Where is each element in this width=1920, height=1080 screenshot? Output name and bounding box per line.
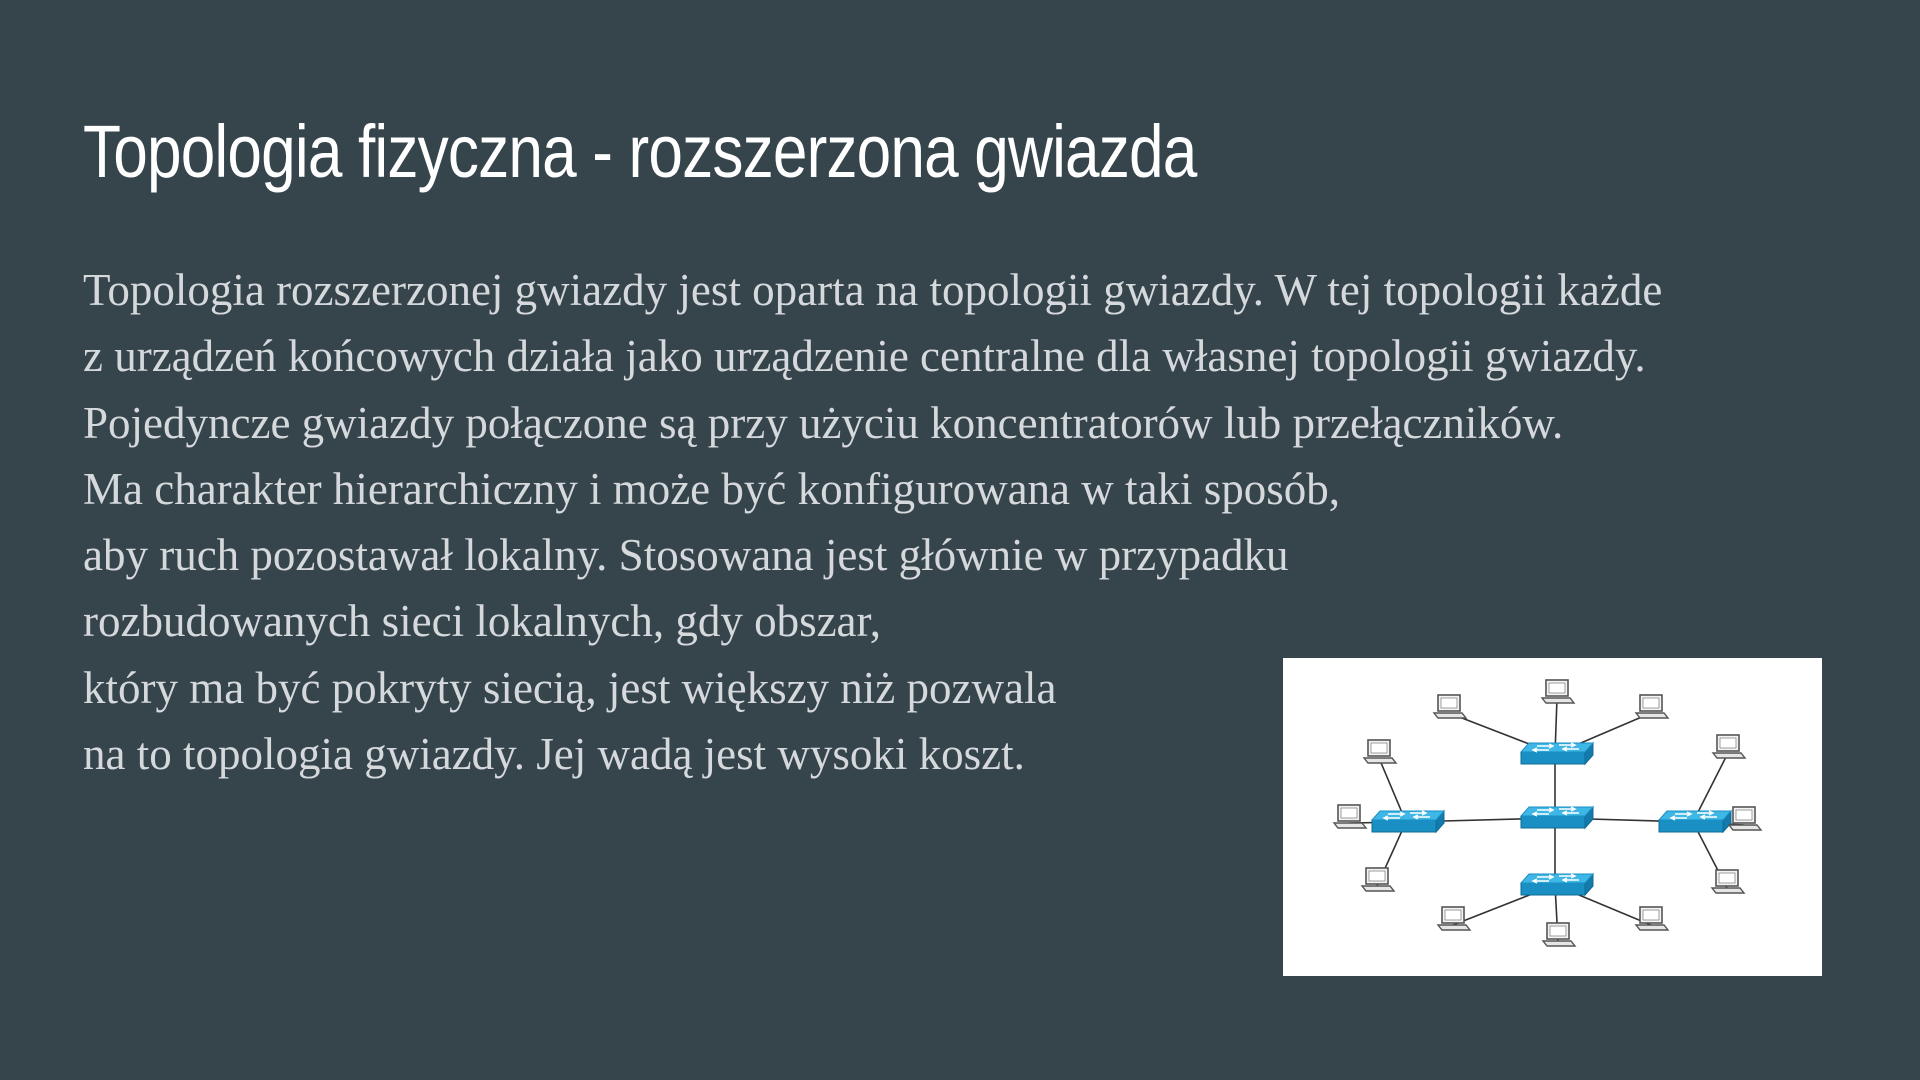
desktop-computer-icon	[1712, 870, 1744, 893]
body-line: Ma charakter hierarchiczny i może być konfigurowana w taki sposób,	[83, 463, 1341, 514]
network-switch-icon	[1521, 874, 1593, 895]
desktop-computer-icon	[1543, 923, 1575, 946]
desktop-computer-icon	[1438, 907, 1470, 930]
desktop-computer-icon	[1542, 680, 1574, 703]
desktop-computer-icon	[1434, 695, 1466, 718]
network-nodes	[1334, 680, 1761, 946]
network-switch-icon	[1372, 811, 1444, 832]
desktop-computer-icon	[1364, 740, 1396, 763]
desktop-computer-icon	[1334, 805, 1366, 828]
slide-title: Topologia fizyczna - rozszerzona gwiazda	[83, 110, 1197, 193]
desktop-computer-icon	[1713, 735, 1745, 758]
desktop-computer-icon	[1729, 807, 1761, 830]
body-line: na to topologia gwiazdy. Jej wadą jest wysoki koszt.	[83, 729, 1025, 780]
topology-diagram-svg	[1283, 658, 1822, 976]
body-line: Pojedyncze gwiazdy połączone są przy użyciu koncentratorów lub przełączników.	[83, 397, 1564, 448]
body-line: rozbudowanych sieci lokalnych, gdy obszar,	[83, 596, 881, 647]
desktop-computer-icon	[1636, 695, 1668, 718]
network-switch-icon	[1521, 743, 1593, 764]
body-line: Topologia rozszerzonej gwiazdy jest oparta na topologii gwiazdy. W tej topologii każde	[83, 265, 1663, 315]
desktop-computer-icon	[1362, 868, 1394, 891]
desktop-computer-icon	[1636, 907, 1668, 930]
network-switch-icon	[1521, 807, 1593, 828]
extended-star-topology-diagram	[1283, 658, 1822, 976]
body-line: aby ruch pozostawał lokalny. Stosowana jest głównie w przypadku	[83, 530, 1289, 581]
body-line: z urządzeń końcowych działa jako urządzenie centralne dla własnej topologii gwiazdy.	[83, 331, 1646, 382]
body-line: który ma być pokryty siecią, jest większy niż pozwala	[83, 662, 1057, 713]
network-switch-icon	[1659, 811, 1731, 832]
